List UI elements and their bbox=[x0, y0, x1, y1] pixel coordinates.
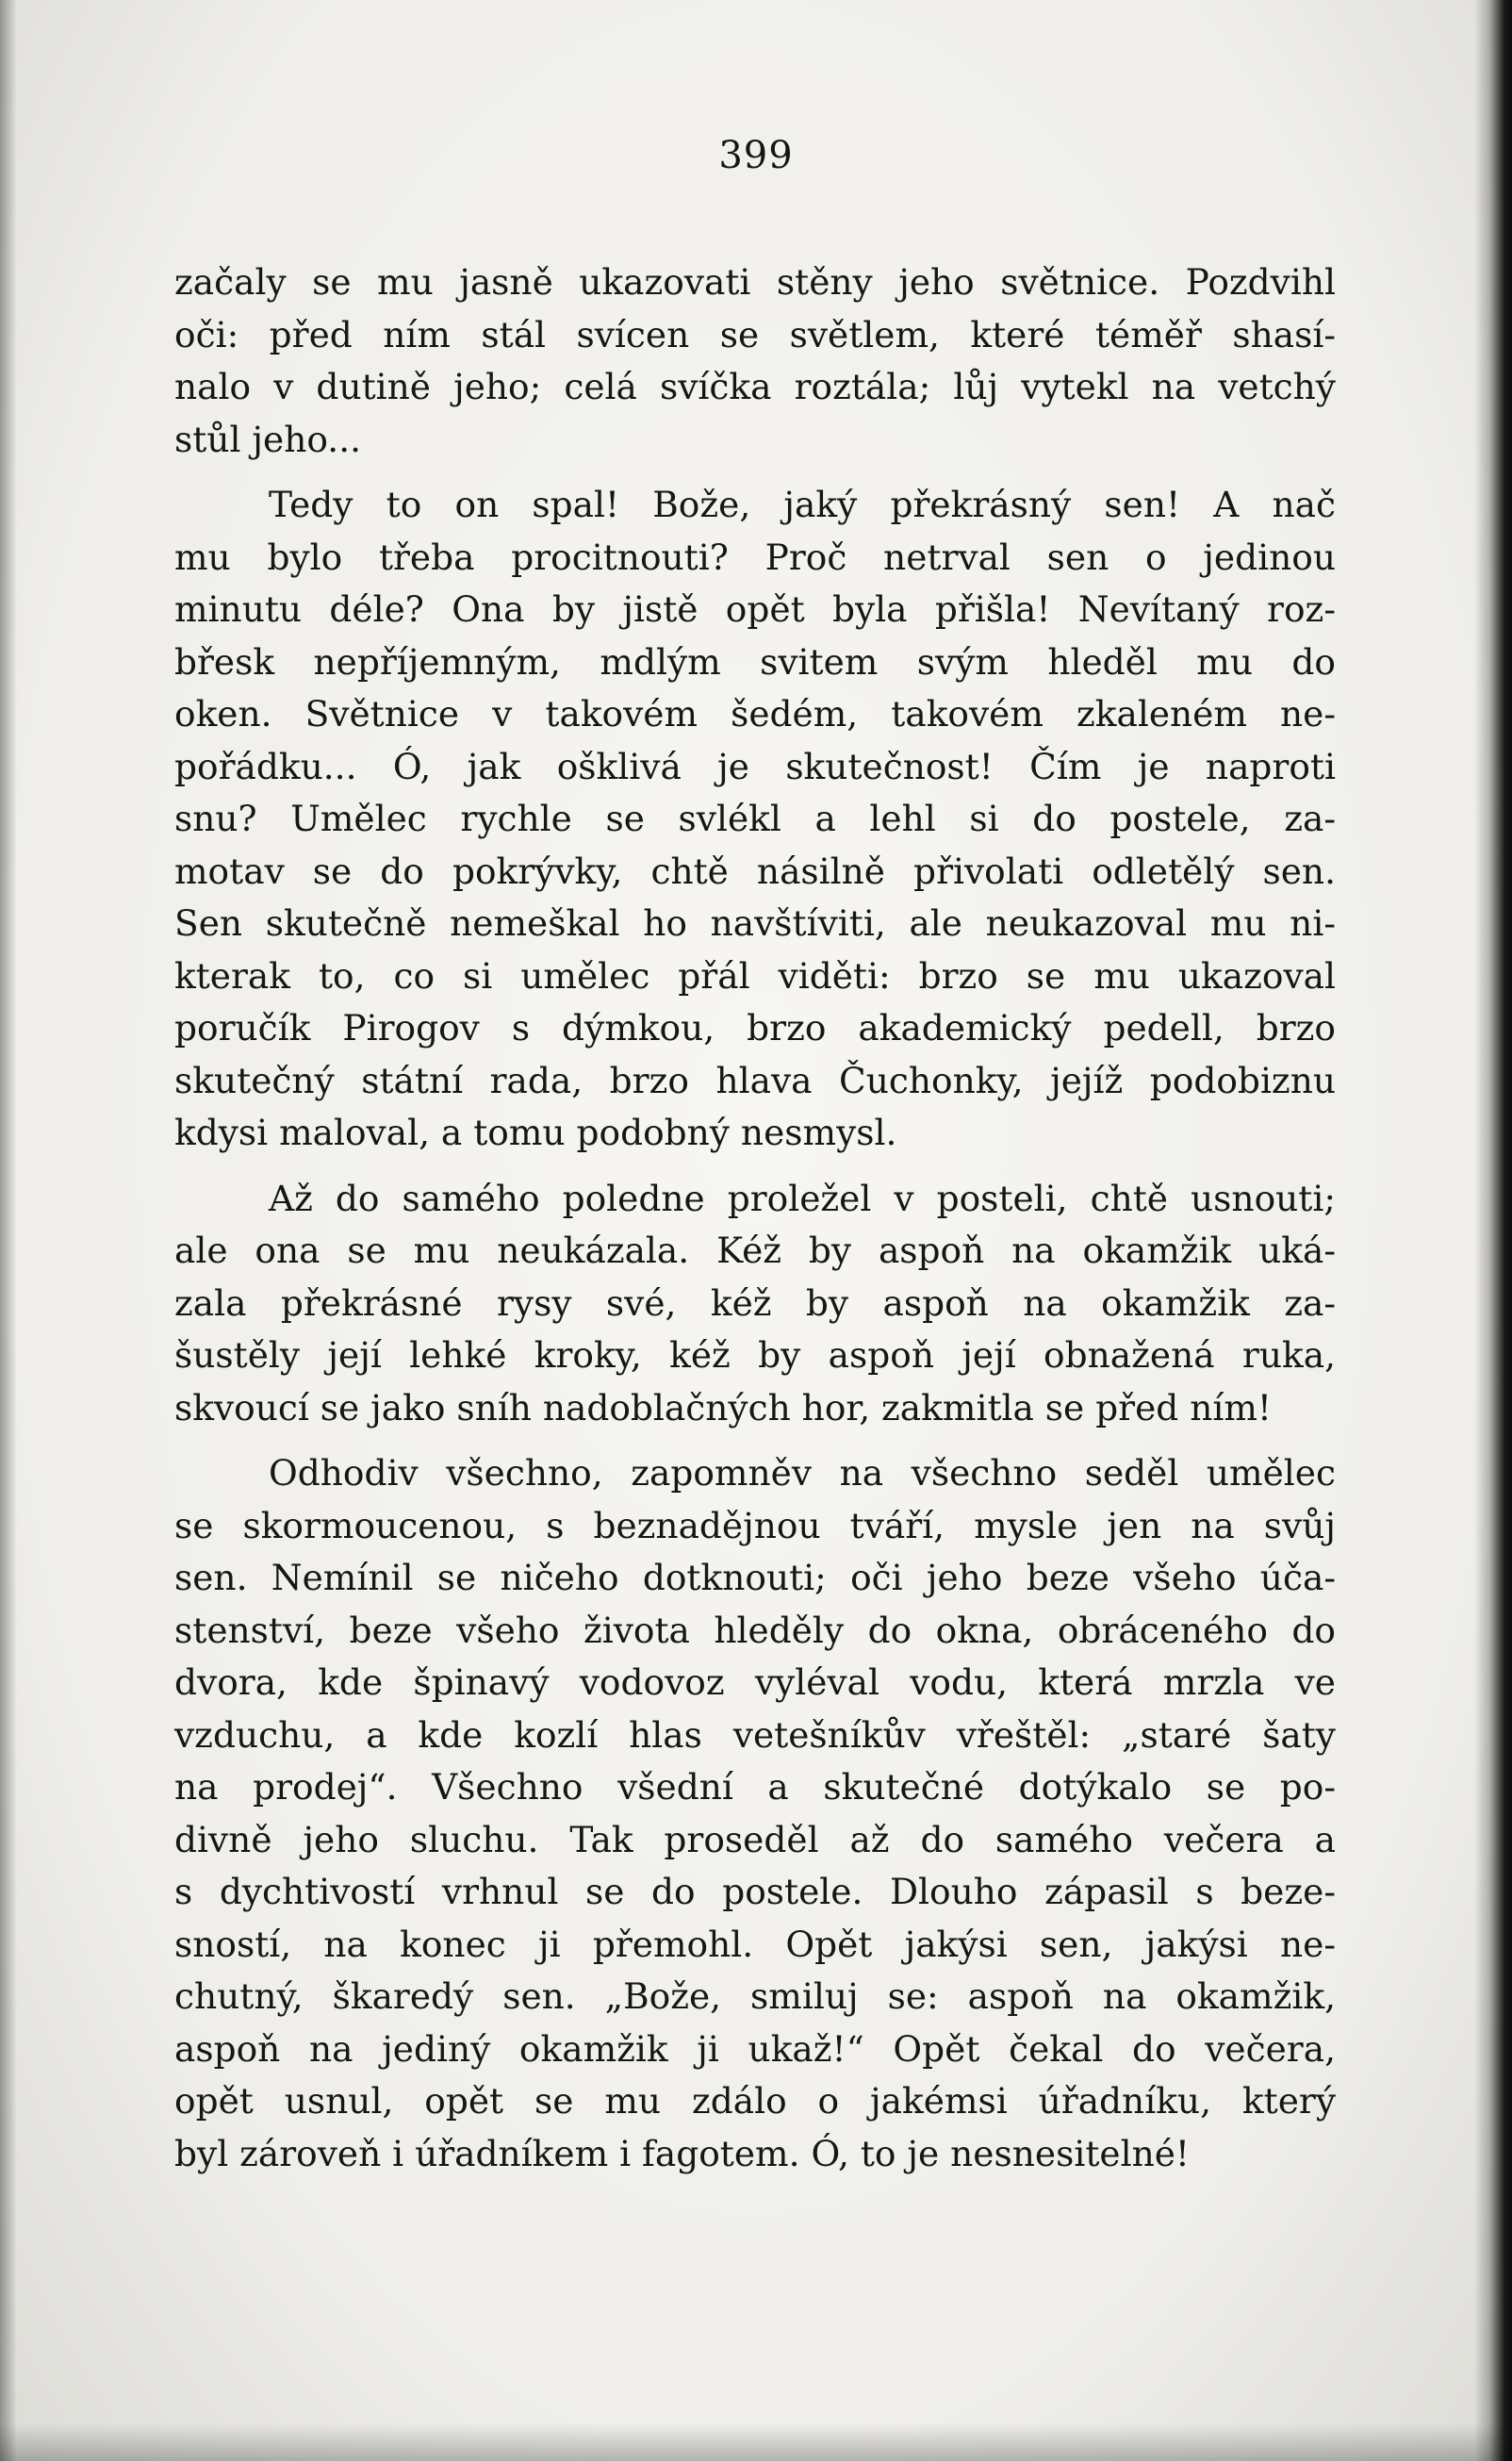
text-line: motav se do pokrývky, chtě násilně přivolati odletělý sen. bbox=[174, 850, 1336, 892]
body-text bbox=[174, 256, 1336, 2180]
text-line: kdysi maloval, a tomu podobný nesmysl. bbox=[174, 1112, 897, 1153]
text-line: šustěly její lehké kroky, kéž by aspoň její obnažená ruka, bbox=[174, 1334, 1336, 1376]
text-line: sen. Nemínil se ničeho dotknouti; oči jeho beze všeho úča- bbox=[174, 1557, 1336, 1598]
text-line: se skormoucenou, s beznadějnou tváří, mysle jen na svůj bbox=[174, 1504, 1336, 1546]
text-line: vzduchu, a kde kozlí hlas vetešníkův vřeštěl: „staré šaty bbox=[174, 1713, 1336, 1756]
paragraph bbox=[174, 1173, 1336, 1435]
page-shadow-left bbox=[0, 0, 17, 2461]
text-line: skvoucí se jako sníh nadoblačných hor, zakmitla se před ním! bbox=[174, 1386, 1272, 1429]
page-number: 399 bbox=[718, 134, 794, 177]
text-line: oči: před ním stál svícen se světlem, které téměř shasí- bbox=[174, 313, 1336, 355]
text-line: sností, na konec ji přemohl. Opět jakýsi sen, jakýsi ne- bbox=[174, 1923, 1336, 1965]
text-line: začaly se mu jasně ukazovati stěny jeho světnice. Pozdvihl bbox=[174, 261, 1336, 303]
text-line: minutu déle? Ona by jistě opět byla přišla! Nevítaný roz- bbox=[174, 588, 1336, 630]
text-line: byl zároveň i úřadníkem i fagotem. Ó, to je nesnesitelné! bbox=[174, 2132, 1190, 2174]
text-line: pořádku... Ó, jak ošklivá je skutečnost! Čím je naproti bbox=[174, 745, 1336, 787]
text-line: na prodej“. Všechno všední a skutečné dotýkalo se po- bbox=[174, 1766, 1336, 1808]
text-line: stůl jeho... bbox=[174, 418, 362, 460]
text-line: opět usnul, opět se mu zdálo o jakémsi úřadníku, který bbox=[174, 2080, 1336, 2122]
text-line: Sen skutečně nemeškal ho navštíviti, ale neukazoval mu ni- bbox=[174, 902, 1336, 944]
text-line: oken. Světnice v takovém šedém, takovém zkaleném ne- bbox=[174, 693, 1336, 735]
text-line: s dychtivostí vrhnul se do postele. Dlouho zápasil s beze- bbox=[174, 1871, 1336, 1912]
paragraph bbox=[174, 1447, 1336, 2180]
text-line: Až do samého poledne proležel v posteli, chtě usnouti; bbox=[269, 1177, 1336, 1219]
text-line: chutný, škaredý sen. „Bože, smiluj se: aspoň na okamžik, bbox=[174, 1975, 1336, 2017]
page-shadow-right bbox=[1474, 0, 1512, 2461]
text-line: poručík Pirogov s dýmkou, brzo akademický pedell, brzo bbox=[174, 1007, 1336, 1049]
text-line: dvora, kde špinavý vodovoz vyléval vodu, která mrzla ve bbox=[174, 1661, 1336, 1703]
text-line: kterak to, co si umělec přál viděti: brzo se mu ukazoval bbox=[174, 954, 1336, 997]
text-line: ale ona se mu neukázala. Kéž by aspoň na okamžik uká- bbox=[174, 1230, 1336, 1271]
text-line: skutečný státní rada, brzo hlava Čuchonky, jejíž podobiznu bbox=[174, 1059, 1336, 1101]
paragraph bbox=[174, 479, 1336, 1160]
text-line: břesk nepříjemným, mdlým svitem svým hleděl mu do bbox=[174, 640, 1336, 683]
text-line: aspoň na jediný okamžik ji ukaž!“ Opět čekal do večera, bbox=[174, 2027, 1336, 2070]
text-line: Tedy to on spal! Bože, jaký překrásný sen! A nač bbox=[269, 484, 1336, 525]
text-line: mu bylo třeba procitnouti? Proč netrval sen o jedinou bbox=[174, 536, 1336, 578]
text-line: stenství, beze všeho života hleděly do okna, obráceného do bbox=[174, 1609, 1336, 1651]
text-line: zala překrásné rysy své, kéž by aspoň na okamžik za- bbox=[174, 1281, 1336, 1324]
page-shadow-bottom bbox=[0, 2423, 1512, 2461]
text-line: nalo v dutině jeho; celá svíčka roztála; lůj vytekl na vetchý bbox=[174, 366, 1336, 407]
text-line: divně jeho sluchu. Tak proseděl až do samého večera a bbox=[174, 1818, 1336, 1860]
paragraph bbox=[174, 256, 1336, 466]
text-line: Odhodiv všechno, zapomněv na všechno seděl umělec bbox=[269, 1452, 1336, 1494]
text-line: snu? Umělec rychle se svlékl a lehl si do postele, za- bbox=[174, 798, 1336, 839]
